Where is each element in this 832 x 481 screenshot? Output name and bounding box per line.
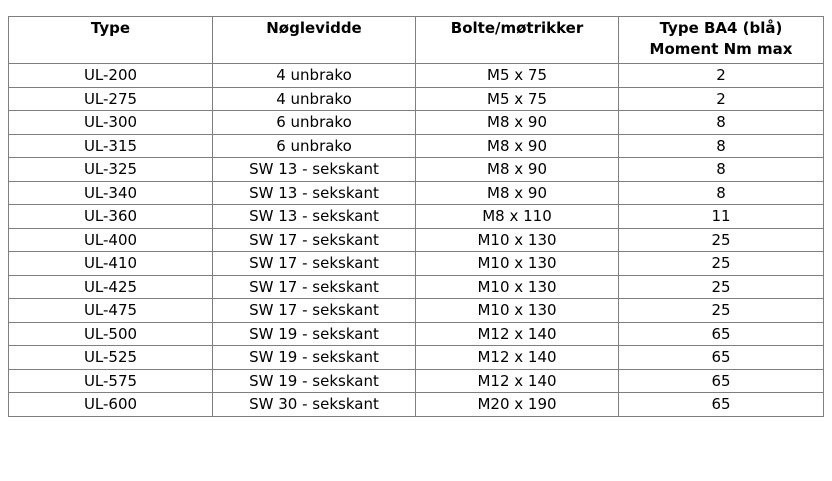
cell-wrench-size: SW 13 - sekskant xyxy=(213,158,416,182)
cell-wrench-size: 4 unbrako xyxy=(213,64,416,88)
cell-bolts-nuts: M12 x 140 xyxy=(416,369,619,393)
cell-type: UL-200 xyxy=(9,64,213,88)
table-header xyxy=(9,17,824,64)
table-row xyxy=(9,64,824,88)
cell-torque: 25 xyxy=(619,299,824,323)
cell-wrench-size: SW 17 - sekskant xyxy=(213,299,416,323)
cell-torque: 25 xyxy=(619,275,824,299)
cell-torque: 65 xyxy=(619,393,824,417)
cell-wrench-size: SW 19 - sekskant xyxy=(213,322,416,346)
cell-type: UL-600 xyxy=(9,393,213,417)
cell-type: UL-400 xyxy=(9,228,213,252)
cell-bolts-nuts: M10 x 130 xyxy=(416,252,619,276)
table-row xyxy=(9,158,824,182)
cell-bolts-nuts: M8 x 90 xyxy=(416,181,619,205)
cell-bolts-nuts: M5 x 75 xyxy=(416,64,619,88)
cell-torque: 8 xyxy=(619,181,824,205)
header-type: Type xyxy=(9,17,213,64)
table-row xyxy=(9,87,824,111)
cell-bolts-nuts: M8 x 110 xyxy=(416,205,619,229)
header-torque xyxy=(619,17,824,64)
cell-type: UL-475 xyxy=(9,299,213,323)
cell-torque: 65 xyxy=(619,322,824,346)
cell-type: UL-575 xyxy=(9,369,213,393)
cell-wrench-size: SW 19 - sekskant xyxy=(213,346,416,370)
header-wrench-size: Nøglevidde xyxy=(213,17,416,64)
cell-wrench-size: SW 19 - sekskant xyxy=(213,369,416,393)
table-row xyxy=(9,134,824,158)
cell-bolts-nuts: M10 x 130 xyxy=(416,299,619,323)
spec-table xyxy=(8,16,824,417)
cell-wrench-size: SW 17 - sekskant xyxy=(213,275,416,299)
table-row xyxy=(9,181,824,205)
header-torque-line1: Type BA4 (blå) xyxy=(659,19,783,37)
table-row xyxy=(9,369,824,393)
cell-wrench-size: 4 unbrako xyxy=(213,87,416,111)
table-row xyxy=(9,228,824,252)
table-row xyxy=(9,111,824,135)
cell-wrench-size: 6 unbrako xyxy=(213,134,416,158)
cell-type: UL-340 xyxy=(9,181,213,205)
cell-torque: 65 xyxy=(619,346,824,370)
cell-bolts-nuts: M20 x 190 xyxy=(416,393,619,417)
cell-wrench-size: SW 17 - sekskant xyxy=(213,228,416,252)
table-row xyxy=(9,299,824,323)
cell-torque: 8 xyxy=(619,134,824,158)
cell-type: UL-300 xyxy=(9,111,213,135)
cell-bolts-nuts: M8 x 90 xyxy=(416,134,619,158)
cell-bolts-nuts: M10 x 130 xyxy=(416,275,619,299)
header-bolts-nuts: Bolte/møtrikker xyxy=(416,17,619,64)
cell-type: UL-275 xyxy=(9,87,213,111)
cell-torque: 2 xyxy=(619,64,824,88)
cell-torque: 11 xyxy=(619,205,824,229)
header-row xyxy=(9,17,824,64)
cell-bolts-nuts: M8 x 90 xyxy=(416,111,619,135)
table-body xyxy=(9,64,824,417)
cell-bolts-nuts: M12 x 140 xyxy=(416,322,619,346)
cell-torque: 2 xyxy=(619,87,824,111)
cell-bolts-nuts: M8 x 90 xyxy=(416,158,619,182)
cell-bolts-nuts: M12 x 140 xyxy=(416,346,619,370)
cell-wrench-size: 6 unbrako xyxy=(213,111,416,135)
cell-wrench-size: SW 13 - sekskant xyxy=(213,181,416,205)
table-row xyxy=(9,322,824,346)
table-row xyxy=(9,393,824,417)
cell-type: UL-315 xyxy=(9,134,213,158)
cell-torque: 25 xyxy=(619,252,824,276)
table-row xyxy=(9,275,824,299)
table-row xyxy=(9,205,824,229)
cell-torque: 8 xyxy=(619,111,824,135)
cell-bolts-nuts: M5 x 75 xyxy=(416,87,619,111)
cell-torque: 25 xyxy=(619,228,824,252)
cell-bolts-nuts: M10 x 130 xyxy=(416,228,619,252)
cell-torque: 65 xyxy=(619,369,824,393)
cell-wrench-size: SW 13 - sekskant xyxy=(213,205,416,229)
table-row xyxy=(9,252,824,276)
header-torque-line2: Moment Nm max xyxy=(649,40,793,58)
cell-type: UL-360 xyxy=(9,205,213,229)
cell-type: UL-325 xyxy=(9,158,213,182)
cell-type: UL-425 xyxy=(9,275,213,299)
cell-wrench-size: SW 30 - sekskant xyxy=(213,393,416,417)
table-row xyxy=(9,346,824,370)
cell-type: UL-525 xyxy=(9,346,213,370)
cell-torque: 8 xyxy=(619,158,824,182)
cell-wrench-size: SW 17 - sekskant xyxy=(213,252,416,276)
cell-type: UL-500 xyxy=(9,322,213,346)
cell-type: UL-410 xyxy=(9,252,213,276)
